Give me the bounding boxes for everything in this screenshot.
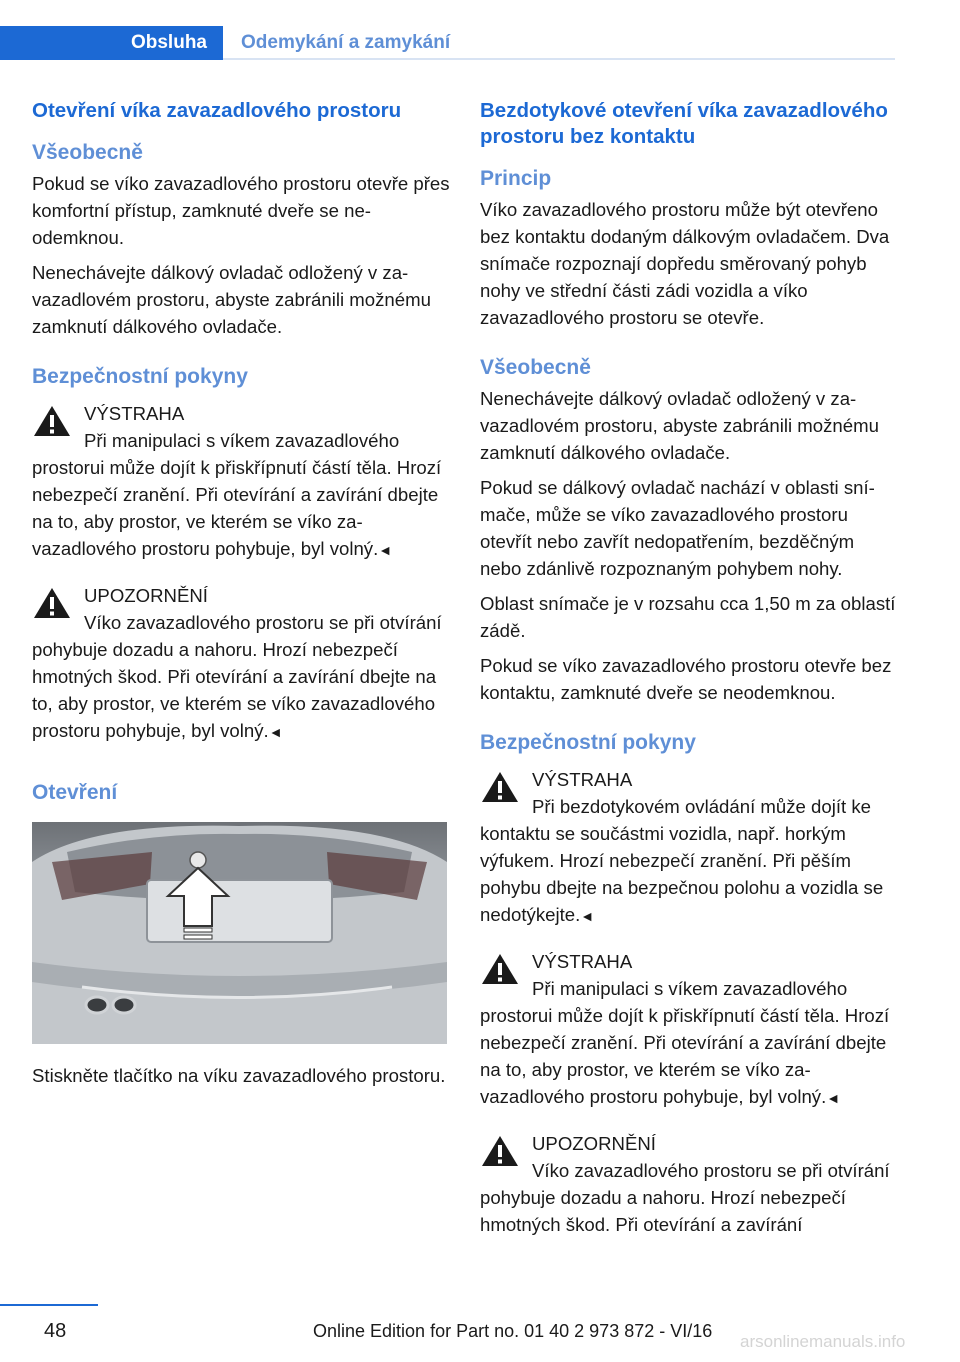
section-title: Otevření víka zavazadlového prostoru [32, 99, 402, 122]
paragraph: Víko zavazadlového prostoru může být otevřeno bez kontaktu dodaným dálkovým ovladačem. Dva snímače rozpoznají dopředu směrovaný pohyb nohy ve střední části zádi vozidla a víko zavazadlového prostoru se otevře. [480, 199, 890, 328]
warning-icon [480, 952, 520, 986]
paragraph: Pokud se víko zavazadlového prostoru otevře přes komfortní přístup, zamknuté dveře se neodemknou. [32, 173, 450, 248]
general-heading: Všeobecně [480, 356, 591, 379]
end-mark: ◄ [378, 542, 393, 558]
photo-caption: Stiskněte tlačítko na víku zavazadlového prostoru. [32, 1065, 446, 1086]
edition-note: Online Edition for Part no. 01 40 2 973 872 - VI/16 [313, 1321, 713, 1341]
warning-icon [480, 770, 520, 804]
paragraph: Pokud se víko zavazadlového prostoru otevře bez kontaktu, zamknuté dveře se neodemknou. [480, 655, 892, 703]
warning-block [32, 400, 450, 564]
notice-text: Víko zavazadlového prostoru se při otvírání pohybuje dozadu a nahoru. Hrozí nebezpečí hmotných škod. Při otevírání a zavírání [480, 1160, 890, 1235]
warning-icon [32, 404, 72, 438]
notice-block [32, 582, 450, 746]
safety-heading: Bezpečnostní pokyny [32, 365, 248, 388]
warning-icon [32, 586, 72, 620]
opening-heading: Otevření [32, 781, 118, 804]
watermark: arsonlinemanuals.info [740, 1332, 906, 1351]
principle-heading: Princip [480, 167, 552, 190]
chapter-tab: Obsluha [0, 26, 223, 60]
page-header [0, 0, 960, 64]
footer-rule [0, 1304, 98, 1306]
section-title: Bezdotykové otevření víka zavazadlového prostoru bez kontaktu [480, 99, 888, 148]
car-rear-illustration [32, 822, 447, 1044]
left-column [32, 98, 450, 1097]
paragraph: Nenechávejte dálkový ovladač odložený v zavazadlovém prostoru, abyste zabránili možnému zamknutí dálkového ovladače. [480, 388, 879, 463]
end-mark: ◄ [826, 1090, 841, 1106]
trunk-photo [32, 822, 447, 1044]
general-heading: Všeobecně [32, 141, 143, 164]
warning-text: Při manipulaci s víkem zavazadlového prostorui může dojít k přiskřípnutí částí těla. Hrozí nebezpečí zranění. Při otevírání a zavírání dbejte na to, aby prostor, ve kterém se víko zavazadlového prostoru pohybuje, byl volný. [32, 430, 442, 559]
end-mark: ◄ [580, 908, 595, 924]
warning-label: VÝSTRAHA [532, 769, 633, 790]
paragraph: Nenechávejte dálkový ovladač odložený v zavazadlovém prostoru, abyste zabránili možnému zamknutí dálkového ovladače. [32, 262, 431, 337]
page-number: 48 [44, 1320, 67, 1342]
safety-heading: Bezpečnostní pokyny [480, 731, 696, 754]
header-rule [223, 58, 895, 60]
section-tab: Odemykání a zamykání [241, 32, 451, 53]
warning-label: VÝSTRAHA [84, 403, 185, 424]
paragraph: Oblast snímače je v rozsahu cca 1,50 m za oblastí zádě. [480, 593, 896, 641]
notice-label: UPOZORNĚNÍ [84, 585, 208, 606]
paragraph: Pokud se dálkový ovladač nachází v oblasti snímače, může se víko zavazadlového prostoru otevřít nebo zavřít nedopatřením, bezděčným nebo zdánlivě rozpoznaným pohybem nohy. [480, 477, 875, 579]
warning-text: Při manipulaci s víkem zavazadlového prostorui může dojít k přiskřípnutí částí těla. Hrozí nebezpečí zranění. Při otevírání a zavírání dbejte na to, aby prostor, ve kterém se víko zavazadlového prostoru pohybuje, byl volný. [480, 978, 890, 1107]
notice-text: Víko zavazadlového prostoru se při otvírání pohybuje dozadu a nahoru. Hrozí nebezpečí hmotných škod. Při otevírání a zavírání dbejte na to, aby prostor, ve kterém se víko zavazadlového prostoru pohybuje, byl volný. [32, 612, 442, 741]
warning-block [480, 766, 898, 930]
notice-label: UPOZORNĚNÍ [532, 1133, 656, 1154]
warning-icon [480, 1134, 520, 1168]
warning-label: VÝSTRAHA [532, 951, 633, 972]
end-mark: ◄ [268, 724, 283, 740]
notice-block [480, 1130, 898, 1238]
warning-block [480, 948, 898, 1112]
right-column [480, 98, 898, 1256]
warning-text: Při bezdotykovém ovládání může dojít ke kontaktu se součástmi vozidla, např. horkým výfukem. Hrozí nebezpečí zranění. Při pěším pohybu dbejte na bezpečnou polohu a vozidla se nedotýkejte. [480, 796, 884, 925]
